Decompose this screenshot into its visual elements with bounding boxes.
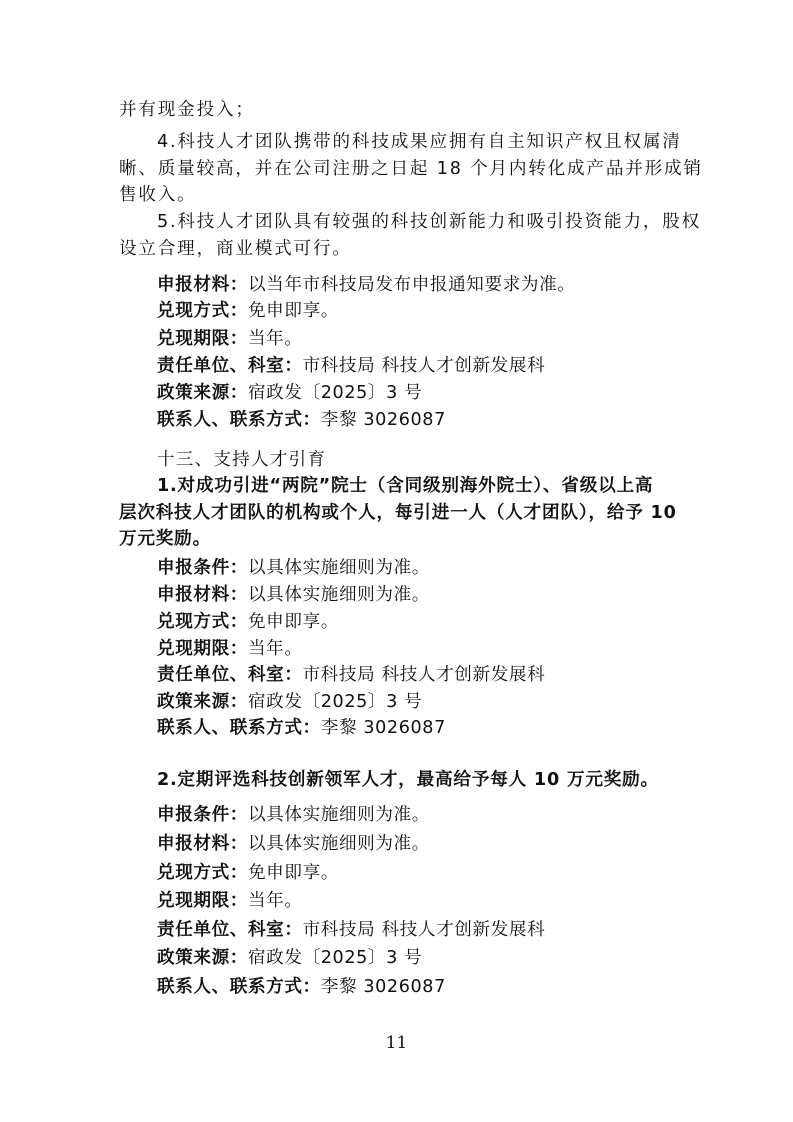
field-row	[157, 554, 430, 584]
field-label: 申报材料：	[157, 275, 248, 295]
field-value: 市科技局 科技人才创新发展科	[302, 665, 546, 685]
field-row	[157, 379, 422, 409]
field-label: 政策来源：	[157, 692, 248, 712]
field-value: 以当年市科技局发布申报通知要求为准。	[247, 275, 576, 295]
field-row	[157, 325, 303, 355]
field-value: 以具体实施细则为准。	[247, 558, 430, 578]
field-label: 责任单位、科室：	[157, 356, 303, 376]
field-row	[157, 661, 545, 691]
field-value: 以具体实施细则为准。	[247, 834, 430, 854]
item-title-line: 1.对成功引进“两院”院士（含同级别海外院士）、省级以上高	[157, 476, 654, 496]
field-value: 宿政发〔2025〕3 号	[247, 692, 423, 712]
field-value: 市科技局 科技人才创新发展科	[302, 356, 546, 376]
paragraph-line: 5.科技人才团队具有较强的科技创新能力和吸引投资能力，股权	[157, 212, 702, 232]
field-row	[157, 859, 339, 889]
field-value: 以具体实施细则为准。	[247, 585, 430, 605]
field-label: 兑现期限：	[157, 329, 248, 349]
field-row	[157, 352, 545, 382]
field-row	[157, 406, 446, 436]
field-value: 宿政发〔2025〕3 号	[247, 383, 423, 403]
field-label: 兑现期限：	[157, 639, 248, 659]
field-label: 兑现方式：	[157, 612, 248, 632]
paragraph-line: 设立合理，商业模式可行。	[119, 239, 352, 259]
section-heading: 十三、支持人才引育	[157, 450, 327, 470]
field-value: 当年。	[247, 891, 303, 911]
field-value: 免申即享。	[247, 301, 339, 321]
field-row	[157, 801, 430, 831]
field-value: 宿政发〔2025〕3 号	[247, 948, 423, 968]
field-value: 免申即享。	[247, 863, 339, 883]
field-label: 兑现期限：	[157, 891, 248, 911]
field-label: 联系人、联系方式：	[157, 718, 321, 738]
field-label: 政策来源：	[157, 383, 248, 403]
field-value: 李黎 3026087	[320, 718, 446, 738]
field-label: 政策来源：	[157, 948, 248, 968]
paragraph-line: 4.科技人才团队携带的科技成果应拥有自主知识产权且权属清	[157, 132, 682, 152]
field-row	[157, 297, 339, 327]
field-value: 市科技局 科技人才创新发展科	[302, 920, 546, 940]
field-value: 以具体实施细则为准。	[247, 805, 430, 825]
field-value: 李黎 3026087	[320, 977, 446, 997]
field-row	[157, 714, 446, 744]
field-value: 当年。	[247, 639, 303, 659]
field-label: 联系人、联系方式：	[157, 410, 321, 430]
field-label: 责任单位、科室：	[157, 920, 303, 940]
field-label: 兑现方式：	[157, 863, 248, 883]
paragraph-line: 晰、质量较高，并在公司注册之日起 18 个月内转化成产品并形成销	[119, 159, 703, 179]
field-row	[157, 944, 422, 974]
field-label: 申报条件：	[157, 805, 248, 825]
field-label: 兑现方式：	[157, 301, 248, 321]
field-row	[157, 830, 430, 860]
paragraph-line: 售收入。	[119, 185, 197, 205]
field-label: 申报材料：	[157, 834, 248, 854]
field-row	[157, 581, 430, 611]
item-title-line: 层次科技人才团队的机构或个人，每引进一人（人才团队），给予 10	[119, 503, 677, 523]
field-label: 申报材料：	[157, 585, 248, 605]
field-value: 当年。	[247, 329, 303, 349]
page-number: 11	[385, 1033, 408, 1053]
field-label: 责任单位、科室：	[157, 665, 303, 685]
item-title-line: 万元奖励。	[119, 529, 211, 549]
field-value: 李黎 3026087	[320, 410, 446, 430]
field-label: 申报条件：	[157, 558, 248, 578]
item-title-line: 2.定期评选科技创新领军人才，最高给予每人 10 万元奖励。	[157, 770, 659, 790]
field-label: 联系人、联系方式：	[157, 977, 321, 997]
paragraph-line: 并有现金投入；	[119, 100, 255, 120]
field-row	[157, 916, 545, 946]
field-row	[157, 608, 339, 638]
field-row	[157, 887, 303, 917]
field-value: 免申即享。	[247, 612, 339, 632]
field-row	[157, 973, 446, 1003]
